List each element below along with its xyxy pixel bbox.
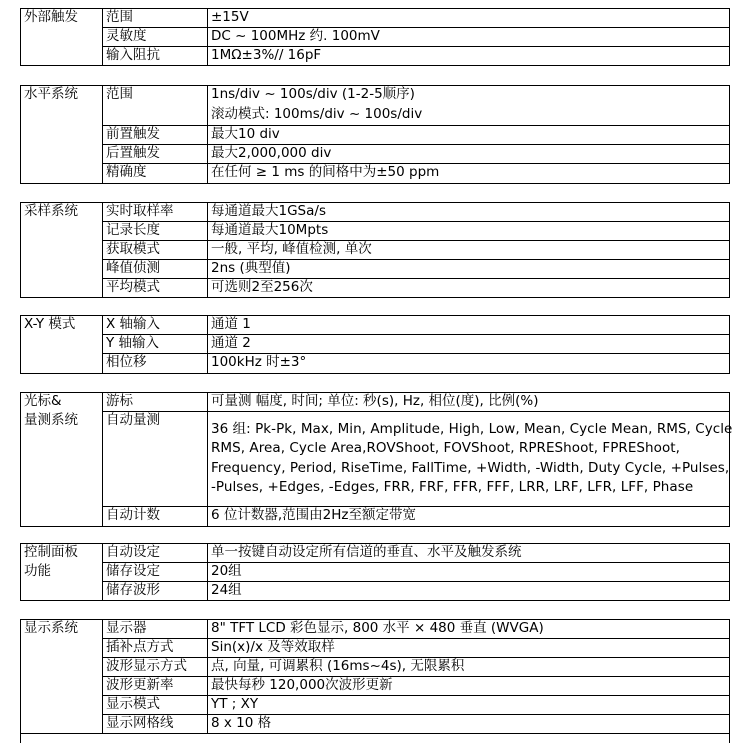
spec-value: 滚动模式: 100ms/div ~ 100s/div [211,106,423,122]
spec-label: 相位移 [106,354,147,370]
spec-value: 可选则2至256次 [211,279,313,295]
spec-value: 通道 1 [211,316,251,332]
category-label: 光标& [24,393,62,409]
spec-value: 2ns (典型值) [211,260,291,276]
category-label: 采样系统 [24,203,78,219]
spec-value: 100kHz 时±3° [211,354,307,370]
spec-label: 范围 [106,86,133,102]
section-cursor-measurement [0,392,750,526]
spec-label: 峰值侦测 [106,260,160,276]
spec-label: 灵敏度 [106,28,147,44]
spec-label: 后置触发 [106,145,160,161]
section-xy-mode [0,315,750,373]
spec-label: X 轴输入 [106,316,161,332]
spec-label: 输入阻抗 [106,47,160,63]
spec-label: 实时取样率 [106,203,174,219]
section-spacer [0,0,750,8]
spec-label: 自动设定 [106,544,160,560]
spec-label: Y 轴输入 [106,335,160,351]
section-control-panel [0,543,750,600]
section-sampling-system [0,202,750,297]
category-label: X-Y 模式 [24,316,76,332]
spec-value: 在任何 ≥ 1 ms 的间格中为±50 ppm [211,164,440,180]
spec-label: 显示网格线 [106,715,174,731]
spec-value: ±15V [211,9,249,25]
spec-label: 范围 [106,9,133,25]
spec-label: 储存波形 [106,582,160,598]
spec-value: YT ; XY [211,696,259,712]
spec-value: 24组 [211,582,242,598]
section-display-system [0,619,750,733]
spec-value: 最大10 div [211,126,280,142]
spec-value: 一般, 平均, 峰值检测, 单次 [211,241,372,257]
spec-value: DC ~ 100MHz 约. 100mV [211,28,380,44]
spec-value: 点, 向量, 可调累积 (16ms~4s), 无限累积 [211,658,465,674]
spec-value: 1ns/div ~ 100s/div (1-2-5顺序) [211,86,415,102]
spec-value: 单一按键自动设定所有信道的垂直、水平及触发系统 [211,544,522,560]
auto-measurement-list: 36 组: Pk-Pk, Max, Min, Amplitude, High, Low, Mean, Cycle Mean, RMS, Cycle RMS, Area, Cycle Area,ROVShoot, FOVShoot, RPREShoot, FPREShoot, Frequency, Period, RiseTime, FallTime, +Width, -Width, Duty Cycle, +Pulses, -Pulses, +Edges, -Edges, FRR, FRF, FFR, FFF, LRR, LRF, LFR, LFF, Phase [211,421,733,495]
spec-label: 储存设定 [106,563,160,579]
spec-label: 显示器 [106,620,147,636]
spec-label: 自动计数 [106,507,160,523]
spec-label: 游标 [106,393,133,409]
category-label: 显示系统 [24,620,78,636]
spec-label: 前置触发 [106,126,160,142]
spec-value: 8 x 10 格 [211,715,272,731]
spec-value: 每通道最大10Mpts [211,222,329,238]
category-label: 控制面板 [24,544,78,560]
spec-label: 波形显示方式 [106,658,187,674]
spec-label: 精确度 [106,164,147,180]
category-label: 量测系统 [24,412,78,428]
category-label: 功能 [24,563,51,579]
section-horizontal-system [0,85,750,183]
category-label: 水平系统 [24,86,78,102]
spec-label: 波形更新率 [106,677,174,693]
spec-label: 记录长度 [106,222,160,238]
spec-value: 每通道最大1GSa/s [211,203,326,219]
spec-label: 平均模式 [106,279,160,295]
category-label: 外部触发 [24,9,78,25]
section-external-trigger [0,8,750,65]
spec-value: 最快每秒 120,000次波形更新 [211,677,393,693]
spec-value: 通道 2 [211,335,251,351]
spec-value: Sin(x)/x 及等效取样 [211,639,335,655]
spec-value: 可量测 幅度, 时间; 单位: 秒(s), Hz, 相位(度), 比例(%) [211,393,539,409]
spec-label: 显示模式 [106,696,160,712]
section-continued [0,733,750,743]
spec-value: 1MΩ±3%// 16pF [211,47,322,63]
spec-label: 插补点方式 [106,639,174,655]
spec-value: 最大2,000,000 div [211,145,332,161]
spec-value: 6 位计数器,范围由2Hz至额定带宽 [211,507,416,523]
spec-label: 获取模式 [106,241,160,257]
spec-label: 自动量测 [106,412,160,428]
spec-value: 8" TFT LCD 彩色显示, 800 水平 × 480 垂直 (WVGA) [211,620,544,636]
spec-value: 20组 [211,563,242,579]
